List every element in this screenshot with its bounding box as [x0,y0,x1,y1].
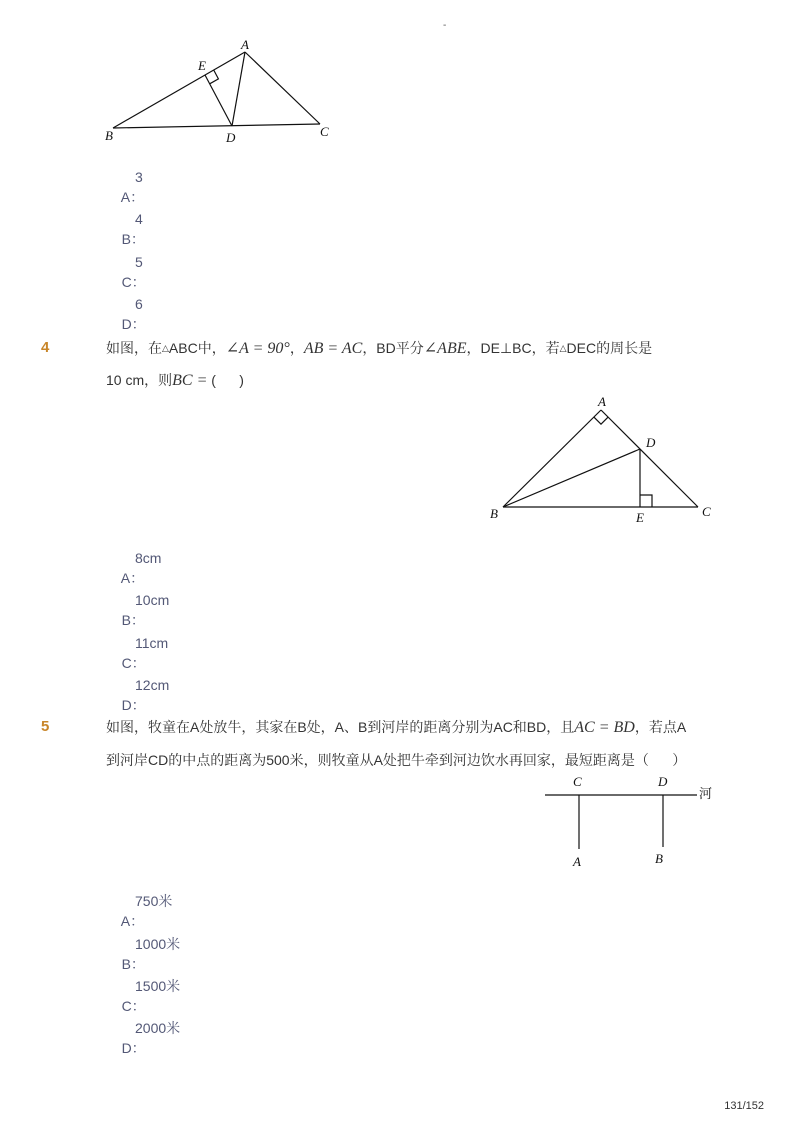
vertex-label-d: D [226,130,236,145]
answer-blank: ( ) [207,372,244,388]
triangle-symbol: △ [162,343,169,353]
option-value: 2000米 [135,1020,181,1036]
q4-option-a [106,548,406,586]
right-angle-mark-e [210,70,219,84]
math-expression: AB = AC [303,340,363,357]
vertex-label-c: C [320,124,329,139]
segment-ad [232,52,245,126]
q4-option-d [106,675,406,713]
text-segment: ，若点A [634,719,687,735]
option-letter: B： [121,612,145,628]
text-segment: ，DE⊥BC，若 [466,340,560,356]
q4-option-b [106,590,406,628]
q5-number: 5 [41,718,50,735]
text-segment: ABC中， [168,340,226,356]
right-angle-mark-a [594,417,608,424]
option-value: 10cm [135,592,170,608]
math-expression: ∠ABE [423,340,467,357]
option-value: 5 [135,254,143,270]
math-expression: AC = BD [574,719,635,736]
triangle-symbol: △ [559,343,567,353]
segment-bd [503,449,640,507]
q4-triangle-figure [490,394,711,525]
option-letter: A： [120,913,145,929]
header-mark: - [443,20,447,31]
segment-ac [245,52,320,124]
q5-option-c [106,976,406,1014]
page-number: 131/152 [724,1100,764,1112]
vertex-label-e: E [636,510,644,525]
q5-option-a [106,891,406,929]
text-segment: ，BD平分 [362,340,424,356]
option-value: 12cm [135,677,170,693]
point-label-c: C [573,774,582,789]
option-letter: D： [121,1040,146,1056]
math-expression: BC = [172,372,208,389]
option-letter: D： [121,697,146,713]
segment-ed [205,75,232,126]
option-letter: D： [121,316,146,332]
q5-river-figure [545,774,712,869]
segment-bc [113,124,320,128]
option-letter: A： [120,570,145,586]
q4-option-c [106,633,406,671]
vertex-label-d: D [646,435,656,450]
q3-option-c [106,252,406,290]
q3-option-d [106,294,406,332]
q5-text-line-2 [106,749,686,771]
vertex-label-e: E [198,58,206,73]
point-label-d: D [658,774,668,789]
option-letter: B： [121,956,145,972]
segment-ac [601,410,698,507]
option-value: 1500米 [135,978,181,994]
option-letter: A： [120,189,145,205]
option-value: 1000米 [135,936,181,952]
text-segment: 10 cm，则 [106,372,173,388]
segment-ba [113,52,245,128]
q4-number: 4 [41,339,50,356]
segment-ba [503,410,601,507]
q5-text-line-1 [106,716,686,738]
option-value: 11cm [135,635,169,651]
point-label-b: B [655,851,663,866]
option-value: 6 [135,296,143,312]
option-letter: C： [121,655,146,671]
text-segment: 到河岸CD的中点的距离为500米，则牧童从A处把牛牵到河边饮水再回家，最短距离是（ ） [106,752,687,768]
option-value: 8cm [135,550,162,566]
q5-option-b [106,934,406,972]
point-label-a: A [573,854,581,869]
option-value: 750米 [135,893,173,909]
vertex-label-a: A [598,394,606,409]
vertex-label-c: C [702,504,711,519]
vertex-label-b: B [105,128,113,143]
river-label: 河 [699,786,713,801]
right-angle-mark-e [640,495,652,507]
math-expression: ∠A = 90° [225,340,290,357]
text-segment: 如图，在 [106,340,162,356]
option-letter: C： [121,274,146,290]
text-segment: ， [289,340,304,356]
vertex-label-b: B [490,506,498,521]
q3-option-b [106,209,406,247]
q4-text-line-2 [106,369,244,391]
option-value: 3 [135,169,143,185]
q5-option-d [106,1018,406,1056]
q4-text-line-1 [106,337,652,359]
option-value: 4 [135,211,143,227]
q3-option-a [106,167,406,205]
text-segment: DEC的周长是 [566,340,653,356]
q3-triangle-figure [105,37,329,145]
vertex-label-a: A [241,37,249,52]
text-segment: 如图，牧童在A处放牛，其家在B处，A、B到河岸的距离分别为AC和BD，且 [106,719,575,735]
option-letter: C： [121,998,146,1014]
option-letter: B： [121,231,145,247]
